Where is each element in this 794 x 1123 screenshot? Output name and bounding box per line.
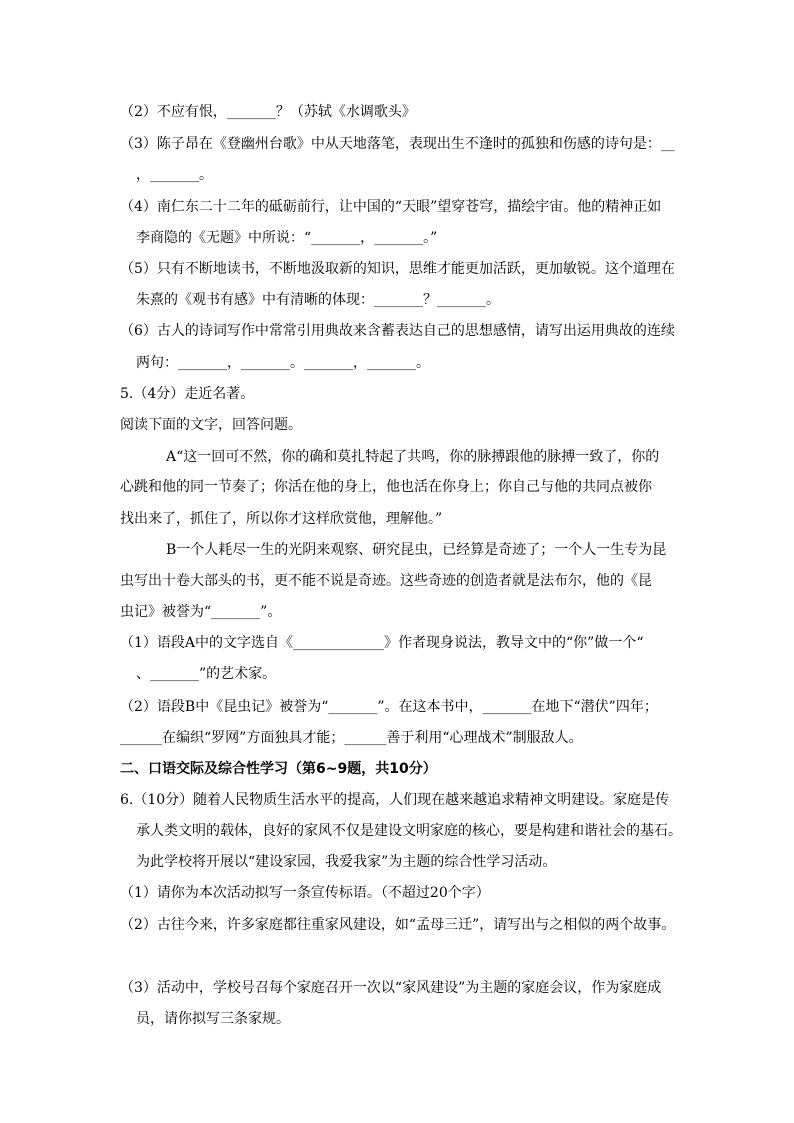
q5-heading: 5.（4分）走近名著。 [120, 386, 255, 402]
passage-b-line-1: B一个人耗尽一生的光阴来观察、研究昆虫，已经算是奇迹了；一个人一生专为昆 [166, 542, 667, 558]
q6-2-line: （2）古往今来，许多家庭都往重家风建设，如“孟母三迁”，请写出与之相似的两个故事。 [120, 917, 676, 933]
passage-a-line-3: 找出来了，抓住了，所以你才这样欣赏他，理解他。” [120, 511, 443, 527]
section-heading: 二、口语交际及综合性学习（第6~9题，共10分） [120, 761, 437, 777]
q6-heading: 6.（10分）随着人民物质生活水平的提高，人们现在越来越追求精神文明建设。家庭是传 [120, 792, 670, 808]
q4-5-continuation: 朱熹的《观书有感》中有清晰的体现：_______？_______。 [136, 292, 500, 308]
q5-1-continuation: 、_______”的艺术家。 [136, 666, 277, 682]
q4-3-continuation: ，_______。 [136, 167, 213, 183]
q5-instruction: 阅读下面的文字，回答问题。 [120, 417, 302, 433]
passage-a-line-1: A“这一回可不然，你的确和莫扎特起了共鸣，你的脉搏跟他的脉搏一致了，你的 [166, 449, 660, 465]
q4-6-line: （6）古人的诗词写作中常常引用典故来含蓄表达自己的思想感情，请写出运用典故的连续 [120, 323, 675, 339]
q4-4-continuation: 李商隐的《无题》中所说：“_______，_______。” [136, 230, 438, 246]
passage-b-line-2: 虫写出十卷大部头的书，更不能不说是奇迹。这些奇迹的创造者就是法布尔，他的《昆 [120, 573, 652, 589]
q5-1-line: （1）语段A中的文字选自《_____________》作者现身说法，教导文中的“你”做一个“ [120, 635, 644, 651]
q6-line-2: 承人类文明的载体，良好的家风不仅是建设文明家庭的核心，要是构建和谐社会的基石。 [136, 823, 682, 839]
passage-b-line-3: 虫记》被誉为“_______”。 [120, 604, 282, 620]
q4-3-line: （3）陈子昂在《登幽州台歌》中从天地落笔，表现出生不逢时的孤独和伤感的诗句是：__ [120, 136, 675, 152]
q6-1-line: （1）请你为本次活动拟写一条宣传标语。（不超过20个字） [120, 885, 490, 901]
q6-3-line: （3）活动中，学校号召每个家庭召开一次以“家风建设”为主题的家庭会议，作为家庭成 [120, 980, 662, 996]
q4-5-line: （5）只有不断地读书，不断地汲取新的知识，思维才能更加活跃，更加敏锐。这个道理在 [120, 261, 675, 277]
q4-4-line: （4）南仁东二十二年的砥砺前行，让中国的“天眼”望穿苍穹，描绘宇宙。他的精神正如 [120, 199, 662, 215]
q6-line-3: 为此学校将开展以“建设家园，我爱我家”为主题的综合性学习活动。 [136, 854, 557, 870]
q6-3-continuation: 员，请你拟写三条家规。 [136, 1011, 290, 1027]
q4-6-continuation: 两句：_______，_______。_______，_______。 [136, 355, 430, 371]
passage-a-line-2: 心跳和他的同一节奏了；你活在他的身上，他也活在你身上；你自己与他的共同点被你 [120, 479, 652, 495]
q4-2-line: （2）不应有恨，_______？（苏轼《水调歌头》 [120, 104, 416, 120]
q5-2-continuation: ______在编织“罗网”方面独具才能；______善于利用“心理战术”制服敌人。 [120, 730, 583, 746]
q5-2-line: （2）语段B中《昆虫记》被誉为“_______”。在这本书中，_______在地下“潜伏”四年； [120, 699, 658, 715]
